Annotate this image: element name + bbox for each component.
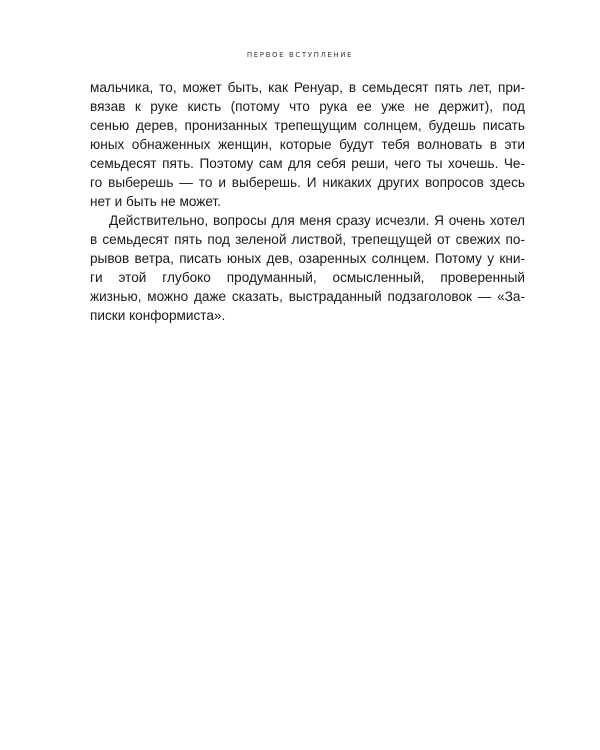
text-line: Действительно, вопросы для меня сразу исчезли. Я очень хотел	[109, 213, 525, 228]
paragraph-2	[90, 211, 525, 325]
text-line: в семьдесят пять под зеленой листвой, трепещущей от свежих по-	[90, 232, 525, 247]
text-line: мальчика, то, может быть, как Ренуар, в семьдесят пять лет, при-	[90, 80, 525, 95]
text-line: писки конформиста».	[90, 308, 226, 323]
text-line: юных обнаженных женщин, которые будут тебя волновать в эти	[90, 137, 525, 152]
text-line: сенью дерев, пронизанных трепещущим солнцем, будешь писать	[90, 118, 525, 133]
paragraph-1	[90, 78, 525, 211]
text-line: го выберешь — то и выберешь. И никаких других вопросов здесь	[90, 175, 525, 190]
text-line: ги этой глубоко продуманный, осмысленный, проверенный	[90, 270, 525, 285]
body-text	[90, 78, 525, 325]
text-line: рывов ветра, писать юных дев, озаренных солнцем. Потому у кни-	[90, 251, 525, 266]
text-line: нет и быть не может.	[90, 194, 221, 209]
text-line: семьдесят пять. Поэтому сам для себя реши, чего ты хочешь. Че-	[90, 156, 525, 171]
text-line: вязав к руке кисть (потому что рука ее уже не держит), под	[90, 99, 525, 114]
running-head: ПЕРВОЕ ВСТУПЛЕНИЕ	[246, 51, 354, 59]
text-line: жизнью, можно даже сказать, выстраданный подзаголовок — «За-	[90, 289, 525, 304]
